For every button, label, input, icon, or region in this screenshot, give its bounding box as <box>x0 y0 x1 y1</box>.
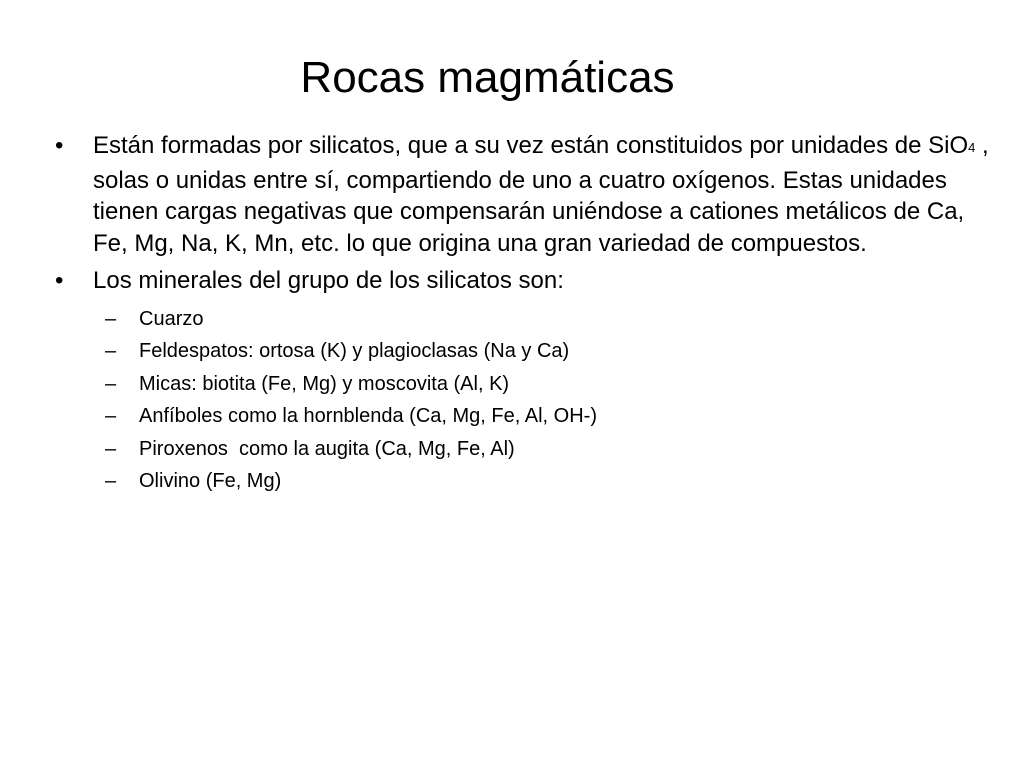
list-item-anfiboles <box>105 400 990 433</box>
dash-marker: – <box>105 372 117 395</box>
mineral-text: Anfíboles como la hornblenda (Ca, Mg, Fe, Al, OH-) <box>139 405 597 427</box>
mineral-text: Piroxenos como la augita (Ca, Mg, Fe, Al) <box>139 437 515 460</box>
bullet-marker: • <box>55 132 64 159</box>
list-item-feldespatos <box>105 335 990 368</box>
list-item-cuarzo <box>105 303 990 336</box>
bullet-minerals-intro <box>55 265 990 297</box>
minerals-list <box>105 303 990 498</box>
dash-marker: – <box>105 340 117 362</box>
list-item-micas <box>105 368 990 401</box>
dash-marker: – <box>105 437 117 460</box>
mineral-text: Feldespatos: ortosa (K) y plagioclasas (Na y Ca) <box>139 340 570 362</box>
subscript-4: 4 <box>968 140 976 155</box>
mineral-text: Olivino (Fe, Mg) <box>139 470 282 492</box>
bullet-text: Los minerales del grupo de los silicatos son: <box>93 267 564 294</box>
bullet-text-part-2: , solas o unidas entre sí, compartiendo de uno a cuatro oxígenos. Estas unidades tienen cargas negativas que compensarán uniéndose a cationes metálicos de Ca, Fe, Mg, Na, K, Mn, etc. lo que origina una gran variedad de compuestos. <box>93 132 989 257</box>
slide-title: Rocas magmáticas <box>300 53 675 102</box>
dash-marker: – <box>105 307 117 330</box>
mineral-text: Micas: biotita (Fe, Mg) y moscovita (Al, K) <box>139 372 510 395</box>
dash-marker: – <box>105 405 117 427</box>
bullet-silicates-description <box>55 130 990 259</box>
list-item-olivino <box>105 465 990 498</box>
slide-content <box>55 130 990 498</box>
bullet-marker: • <box>55 267 64 294</box>
list-item-piroxenos <box>105 433 990 466</box>
bullet-text-part-1: Están formadas por silicatos, que a su vez están constituidos por unidades de SiO <box>93 132 969 159</box>
dash-marker: – <box>105 470 117 492</box>
mineral-text: Cuarzo <box>139 307 204 330</box>
